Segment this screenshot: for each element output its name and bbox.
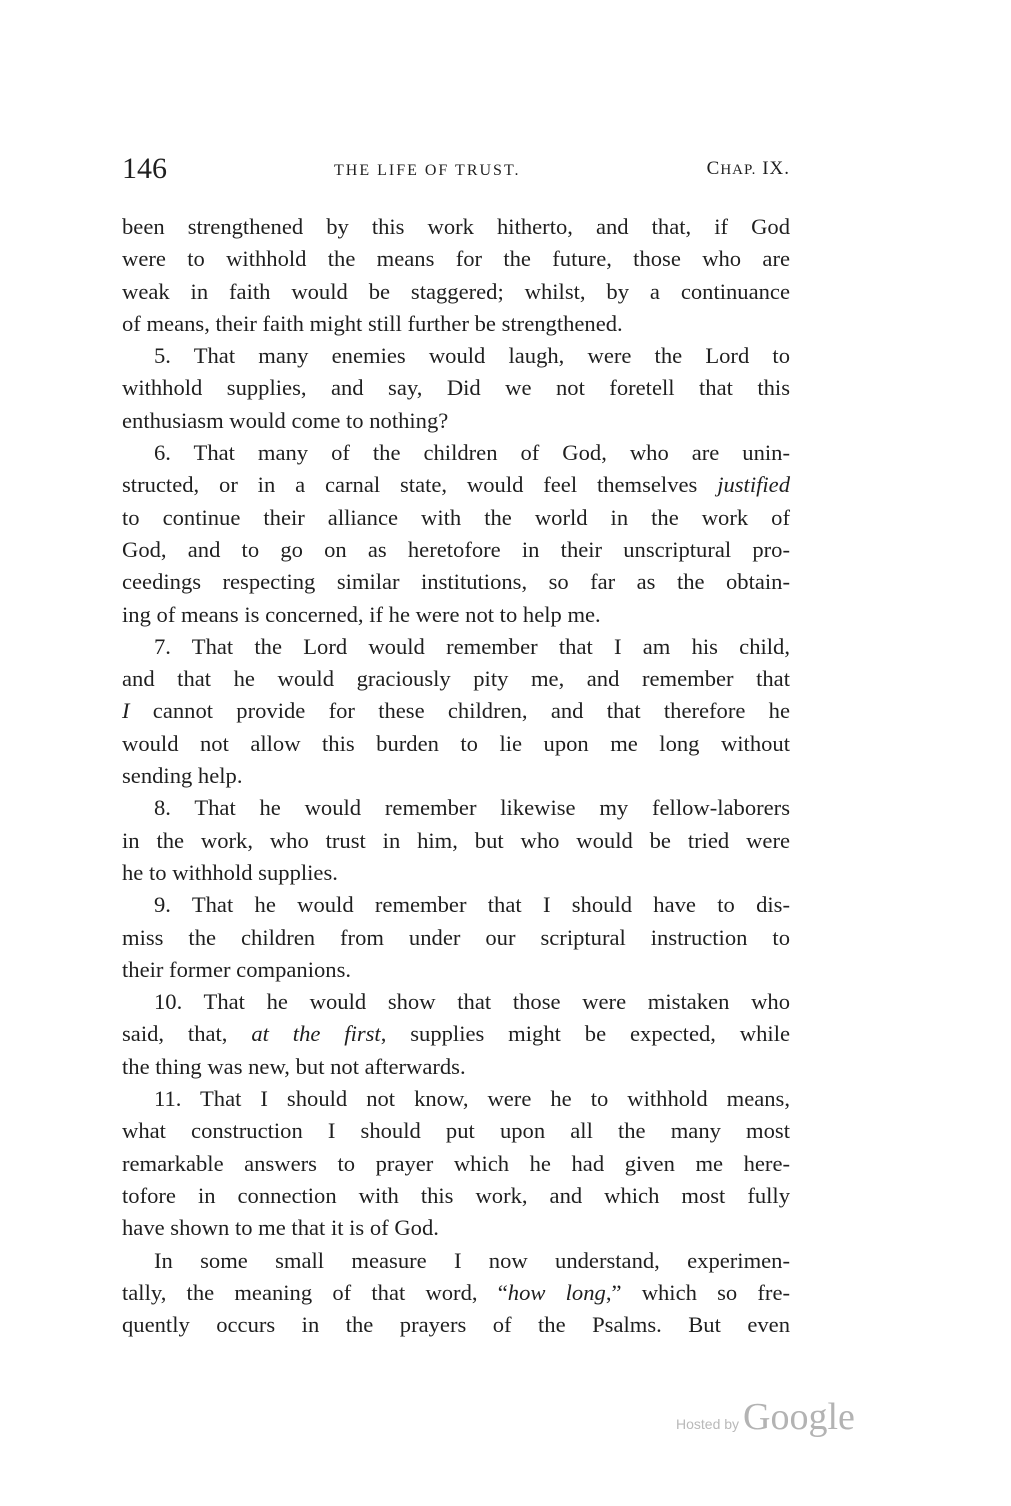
chapter-prefix: C <box>706 158 721 179</box>
text-line: quently occurs in the prayers of the Psalms. But even <box>122 1312 790 1338</box>
hosted-by-google-watermark <box>676 1395 855 1439</box>
text-run: cannot provide for these children, and that therefore he <box>129 698 790 724</box>
text-line <box>122 1277 790 1309</box>
text-run: structed, or in a carnal state, would feel themselves <box>122 472 718 498</box>
text-line: 6. That many of the children of God, who are unin- <box>154 440 790 466</box>
text-line: were to withhold the means for the future, those who are <box>122 246 790 272</box>
text-line: 7. That the Lord would remember that I am his child, <box>154 633 790 659</box>
text-line: 8. That he would remember likewise my fellow-laborers <box>154 795 790 821</box>
text-line: sending help. <box>122 763 243 789</box>
text-line: and that he would graciously pity me, and remember that <box>122 666 790 692</box>
text-run: ,” which so fre- <box>605 1279 790 1305</box>
text-run: said, that, <box>122 1021 252 1047</box>
italic-run: at the first <box>251 1021 381 1047</box>
hosted-by-label: Hosted by <box>676 1416 740 1432</box>
text-line: in the work, who trust in him, but who would be tried were <box>122 827 790 853</box>
text-line <box>122 1018 790 1050</box>
text-line: withhold supplies, and say, Did we not foretell that this <box>122 375 790 401</box>
text-line: ing of means is concerned, if he were not to help me. <box>122 601 601 627</box>
text-line: been strengthened by this work hitherto, and that, if God <box>122 214 790 239</box>
google-logo: Google <box>743 1396 855 1438</box>
page-number: 146 <box>122 152 167 185</box>
text-line: 11. That I should not know, were he to withhold means, <box>154 1086 790 1112</box>
italic-run: justified <box>717 472 790 498</box>
text-line: would not allow this burden to lie upon me long without <box>122 730 790 756</box>
text-line <box>122 469 790 501</box>
text-line: miss the children from under our scriptural instruction to <box>122 924 790 950</box>
text-line: their former companions. <box>122 956 352 982</box>
text-line: have shown to me that it is of God. <box>122 1215 439 1241</box>
text-line: 5. That many enemies would laugh, were the Lord to <box>154 343 790 369</box>
text-line: 9. That he would remember that I should have to dis- <box>154 892 790 918</box>
text-line: In some small measure I now understand, experimen- <box>154 1247 790 1273</box>
chapter-smallcaps: HAP. <box>720 162 757 178</box>
chapter-number: IX. <box>762 158 790 179</box>
running-head <box>122 152 790 188</box>
text-run: tally, the meaning of that word, “ <box>122 1279 508 1305</box>
text-line <box>122 695 790 727</box>
text-line: he to withhold supplies. <box>122 859 338 885</box>
text-line: remarkable answers to prayer which he had given me here- <box>122 1150 790 1176</box>
text-line: ceedings respecting similar institutions, so far as the obtain- <box>122 569 790 595</box>
chapter-label <box>707 158 790 180</box>
running-title: THE LIFE OF TRUST. <box>334 162 521 179</box>
text-line: tofore in connection with this work, and which most fully <box>122 1182 790 1208</box>
text-line: weak in faith would be staggered; whilst, by a continuance <box>122 278 790 304</box>
text-run: , supplies might be expected, while <box>380 1021 790 1047</box>
text-line: to continue their alliance with the world in the work of <box>122 504 790 530</box>
italic-run: I <box>122 698 130 724</box>
text-line: 10. That he would show that those were mistaken who <box>154 989 790 1015</box>
text-line: the thing was new, but not afterwards. <box>122 1053 466 1079</box>
italic-run: how long <box>507 1279 606 1305</box>
text-line: of means, their faith might still further be strengthened. <box>122 310 623 336</box>
text-line: what construction I should put upon all the many most <box>122 1118 790 1144</box>
text-line: enthusiasm would come to nothing? <box>122 407 449 433</box>
text-line: God, and to go on as heretofore in their unscriptural pro- <box>122 536 790 562</box>
body-text <box>122 211 790 1341</box>
